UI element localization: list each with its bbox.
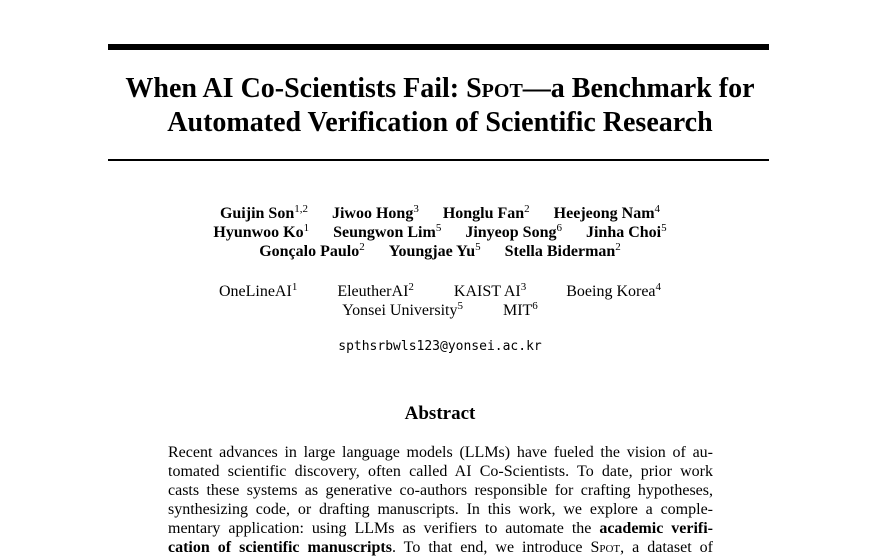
affiliation: KAIST $AI^3$ <box>453 281 527 300</box>
author-list <box>150 204 730 261</box>
author: Honglu Fan$^2$ <box>442 203 530 222</box>
bottom-rule <box>108 159 769 161</box>
author: Hyunwoo Ko$^1$ <box>213 222 310 241</box>
paper-title <box>90 72 790 140</box>
abstract-line: tomated scientific discovery, often called AI Co-Scientists. To date, prior work <box>168 463 713 480</box>
title-spot: Spot <box>466 73 523 104</box>
affiliation-list <box>150 282 730 320</box>
title-line2: Automated Verification of Scientific Research <box>167 107 713 138</box>
author: Stella Biderman$^2$ <box>504 241 621 260</box>
author: Gonçalo Paulo$^2$ <box>259 241 365 260</box>
top-rule <box>108 44 769 50</box>
abstract-line: Recent advances in large language models (LLMs) have fueled the vision of au- <box>168 444 713 461</box>
abstract-heading: Abstract <box>404 403 476 424</box>
affiliation: EleutherAI$^2$ <box>337 281 414 300</box>
abstract-bold-phrase: academic verifi- <box>599 520 713 537</box>
author: Guijin Son$^{1,2}$ <box>219 203 308 222</box>
affiliation: MIT$^6$ <box>502 300 538 319</box>
contact-email[interactable]: spthsrbwls123@yonsei.ac.kr <box>338 339 542 354</box>
abstract-spot: Spot <box>590 539 621 556</box>
title-part2: —a Benchmark for <box>522 73 755 104</box>
author: Jiwoo Hong$^3$ <box>331 203 419 222</box>
abstract-line: casts these systems as generative co-authors responsible for crafting hypotheses, <box>168 482 713 499</box>
author: Jinyeop Song$^6$ <box>465 222 562 241</box>
affiliation: Yonsei University$^5$ <box>342 300 463 319</box>
abstract-body <box>168 443 713 557</box>
author: Seungwon Lim$^5$ <box>333 222 442 241</box>
abstract-line: mentary application: using LLMs as verifiers to automate the academic verifi- <box>168 520 713 537</box>
title-part1: When AI Co-Scientists Fail: <box>125 73 467 104</box>
abstract-line: cation of scientific manuscripts. To that end, we introduce Spot, a dataset of <box>168 539 713 556</box>
abstract-bold-phrase: cation of scientific manuscripts <box>168 539 392 556</box>
abstract-line: synthesizing code, or drafting manuscripts. In this work, we explore a comple- <box>168 501 713 518</box>
affiliation: OneLineAI$^1$ <box>218 281 298 300</box>
author: Youngjae Yu$^5$ <box>388 241 481 260</box>
author: Jinha Choi$^5$ <box>585 222 667 241</box>
affiliation: Boeing Korea$^4$ <box>566 281 662 300</box>
author: Heejeong Nam$^4$ <box>553 203 661 222</box>
